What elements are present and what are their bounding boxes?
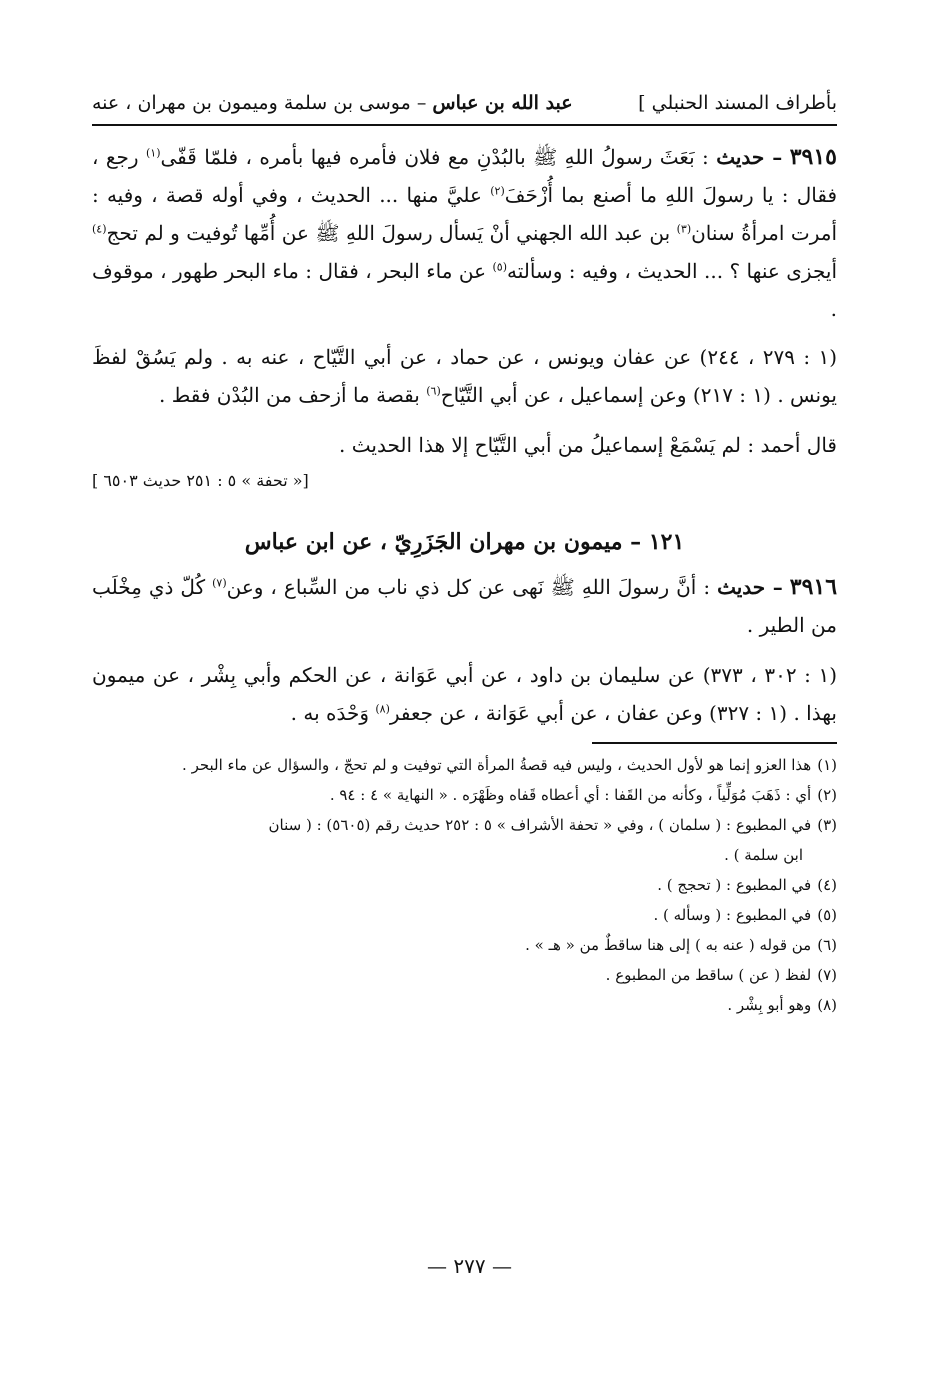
footnote (92, 900, 837, 930)
tuhfa-reference: [« تحفة » ٥ : ٢٥١ حديث ٦٥٠٣ ] (92, 471, 309, 490)
section-title: ١٢١ – ميمون بن مهران الجَزَرِيّ ، عن ابن عباس (244, 529, 685, 555)
sources-3915 (92, 338, 837, 414)
header-left-bold: عبد الله بن عباس (432, 92, 573, 114)
footnote-number: (٤) (817, 876, 837, 894)
footnote-marker: (٧) (212, 576, 227, 590)
footnote-text: لفظ ( عن ) ساقط من المطبوع . (605, 966, 812, 984)
tuhfa-reference-line (92, 468, 837, 494)
footnote-number: (٦) (817, 936, 837, 954)
footnote-marker: (٢) (490, 184, 505, 198)
footnote-number: (٥) (817, 906, 837, 924)
header-left-rest: – موسى بن سلمة وميمون بن مهران ، عنه (92, 92, 427, 114)
hadith-number: ٣٩١٥ (789, 144, 837, 170)
footnote (92, 930, 837, 960)
footnote-marker: (٣) (676, 222, 692, 236)
hadith-text: عن ماء البحر ، فقال : ماء البحر طهور ، موقوف . (92, 259, 837, 321)
hadith-3916 (92, 568, 837, 644)
footnote-number: (٣) (817, 816, 837, 834)
sources-text: وَحْدَه به . (290, 701, 369, 725)
hadith-text: : أنَّ رسولَ اللهِ ﷺ نَهى عن كل ذي ناب من السِّباع ، وعن (226, 575, 711, 599)
footnote (92, 810, 837, 870)
footnote-text: في المطبوع : ( سلمان ) ، وفي « تحفة الأشراف » ٥ : ٢٥٢ حديث رقم (٥٦٠٥) : ( سنان (268, 816, 812, 834)
page-number: — ٢٧٧ — (427, 1254, 512, 1278)
footnote-text: هذا العزو إنما هو لأول الحديث ، وليس فيه قصةُ المرأة التي توفيت و لم تحجّ ، والسؤال عن ماء البحر . (182, 756, 812, 774)
hadith-text: بن عبد الله الجهني أنْ يَسأل رسولَ اللهِ ﷺ عن أُمِّها تُوفيت و لم تحج (106, 221, 671, 245)
hadith-text: رجع ، فقال : يا رسولَ اللهِ ما أصنع بما أُزْحَفَ (92, 145, 838, 207)
footnote-marker: (١) (145, 146, 161, 160)
footnote-number: (٢) (817, 786, 837, 804)
sources-text: (١ : ٢٧٩ ، ٢٤٤) عن عفان ويونس ، عن حماد ، عن أبي التَّيّاح ، عنه به . ولم يَسُقْ لفظَ يونس . (١ : ٢١٧) وعن إسماعيل ، عن أبي التَّيّاح (92, 345, 838, 407)
footnote (92, 780, 837, 810)
hadith-text: أيجزى عنها ؟ ... الحديث ، وفيه : وسألته (506, 259, 838, 283)
footnote-marker: (٥) (492, 260, 507, 274)
footnote-text: في المطبوع : ( وسأله ) . (653, 906, 812, 924)
footnote-marker: (٦) (426, 384, 441, 398)
hadith-text: : بَعَثَ رسولُ اللهِ ﷺ بالبُدْنِ مع فلان فأمره فيها بأمره ، فلمّا قَفّى (160, 145, 709, 169)
footnote-number: (٨) (817, 996, 837, 1014)
footnote-number: (١) (817, 756, 837, 774)
header-right: بأطراف المسند الحنبلي ] (638, 92, 837, 114)
hadith-3915 (92, 138, 837, 328)
footnote-continuation: ابن سلمة ) . (724, 846, 803, 864)
footnote (92, 870, 837, 900)
footnotes (92, 750, 837, 1020)
sources-text: بقصة ما أزحف من البُدْن فقط . (159, 383, 420, 407)
footnote-marker: (٨) (375, 702, 390, 716)
footnote (92, 750, 837, 780)
hadith-text: عليَّ منها ... الحديث ، وفي أوله قصة ، وفيه : أمرت امرأةُ سنان (92, 183, 837, 245)
footnote-marker: (٤) (92, 222, 107, 236)
qal-ahmad: قال أحمد : لم يَسْمَعْ إسماعيلُ من أبي التَّيّاح إلا هذا الحديث . (339, 433, 837, 457)
footnote (92, 960, 837, 990)
footnote-text: وهو أبو بِشْر . (727, 996, 812, 1014)
sources-text: (١ : ٣٠٢ ، ٣٧٣) عن سليمان بن داود ، عن أبي عَوَانة ، عن الحكم وأبي بِشْر ، عن ميمون بهذا . (١ : ٣٢٧) وعن عفان ، عن أبي عَوَانة ، عن جعفر (92, 663, 838, 725)
footnote-text: في المطبوع : ( تحجج ) . (657, 876, 812, 894)
footnote-divider (592, 742, 837, 744)
page-body (92, 88, 837, 1020)
hadith-label: – حديث (716, 145, 783, 169)
running-header (92, 88, 837, 126)
footnote (92, 990, 837, 1020)
footnote-text: أي : ذَهَبَ مُوَلِّياً ، وكأنه من القَفا : أي أعطاه قَفاه وظَهْرَه . « النهاية » ٤ : ٩٤ . (329, 786, 812, 804)
hadith-text: كُلّ ذي مِخْلَب من الطير . (92, 575, 837, 637)
footnote-text: من قوله ( عنه به ) إلى هنا ساقطٌ من « هـ » . (525, 936, 812, 954)
sources-3916 (92, 656, 837, 732)
footnote-number: (٧) (817, 966, 837, 984)
hadith-number: ٣٩١٦ (789, 574, 838, 600)
header-left (92, 88, 573, 118)
hadith-label: – حديث (717, 575, 783, 599)
